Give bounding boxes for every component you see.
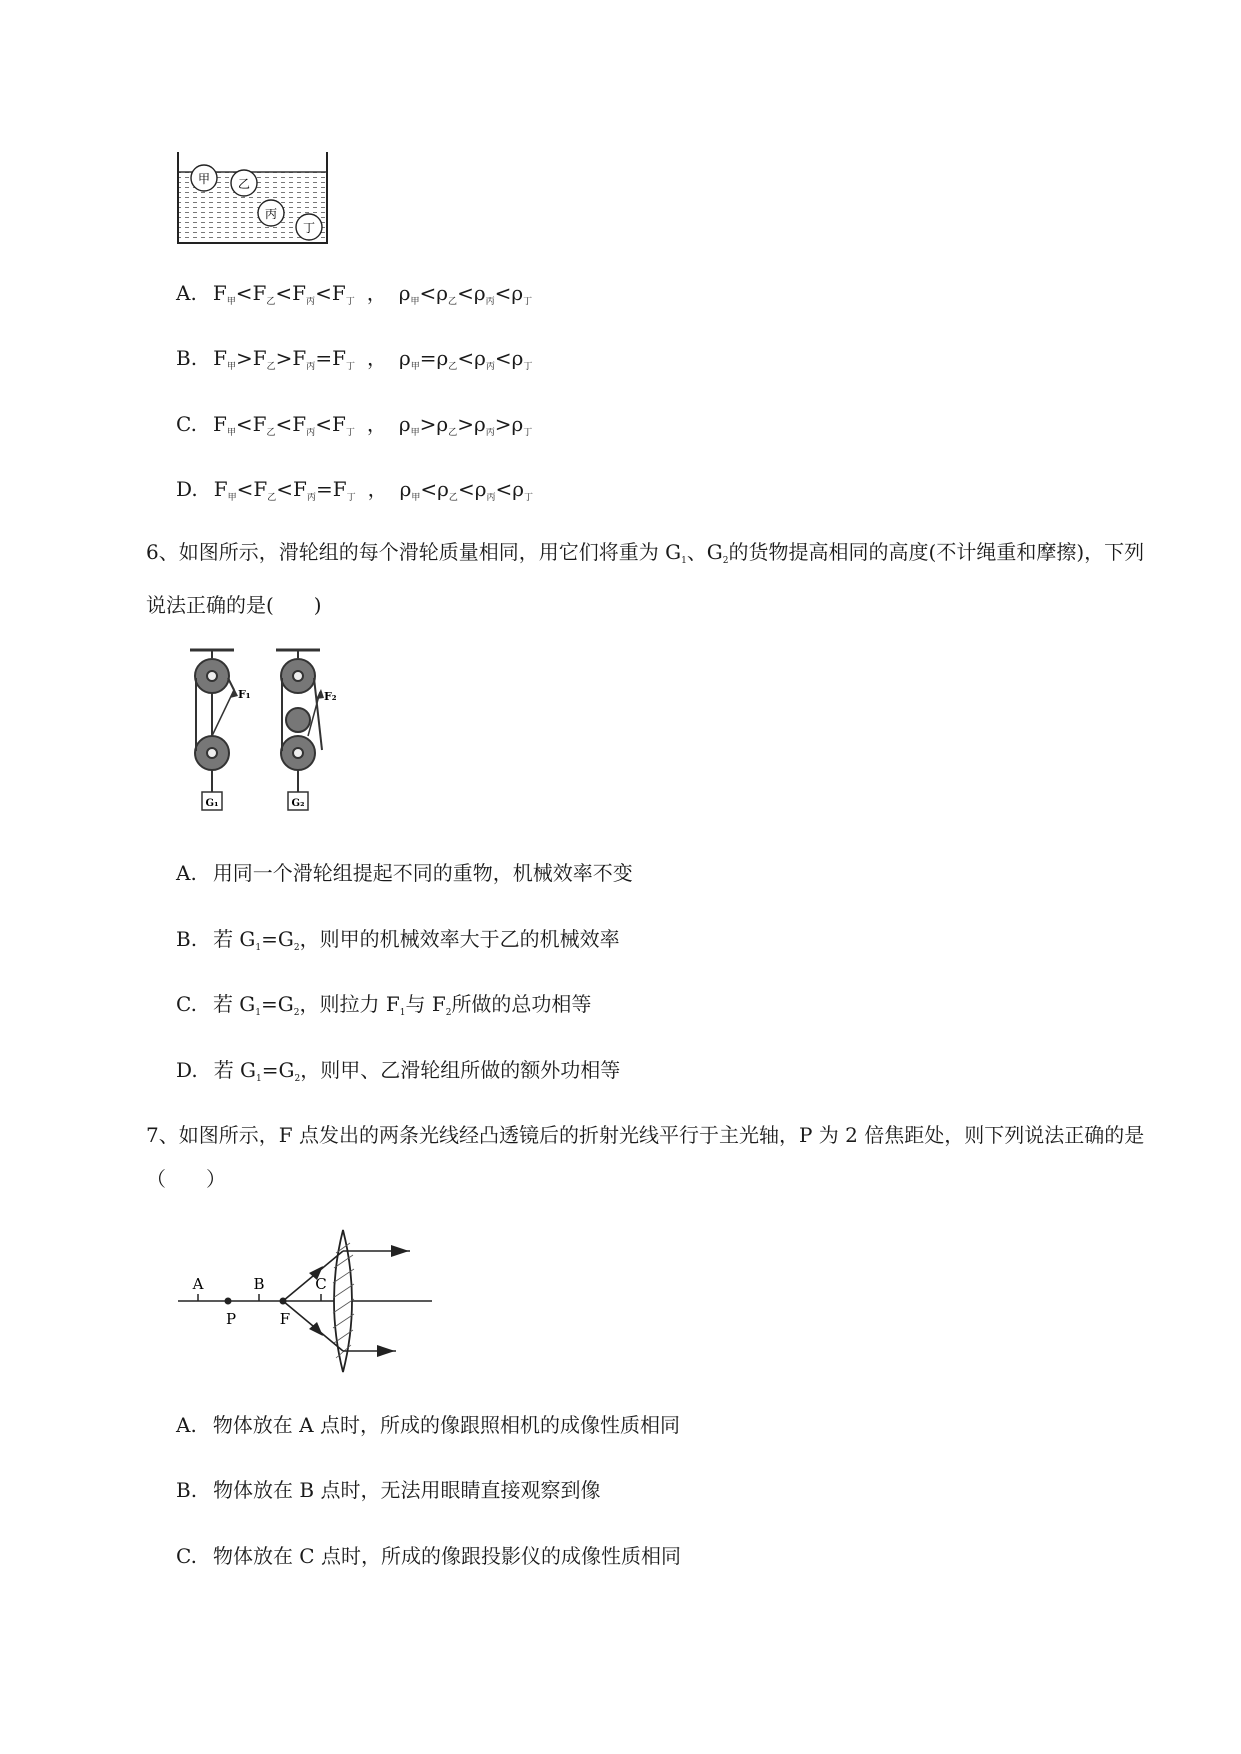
comparison-operator: < [494, 281, 512, 305]
comparison-operator: < [457, 281, 474, 305]
comparison-operator: < [494, 346, 512, 370]
force-symbol: F [332, 346, 346, 370]
density-symbol: ρ [436, 281, 449, 305]
subscript: 甲 [410, 428, 420, 438]
q6-option-d[interactable]: D. 若 $G_1=G_2$，则甲、乙滑轮组所做的额外功相等 [176, 1058, 621, 1084]
label-f: F [279, 1310, 291, 1328]
separator: ， [367, 477, 388, 501]
subscript: 丙 [306, 362, 316, 372]
subscript: 乙 [448, 362, 458, 372]
comparison-operator: < [457, 477, 475, 501]
density-symbol: ρ [473, 412, 486, 436]
comparison-operator: < [457, 346, 475, 370]
subscript: 丙 [306, 428, 316, 438]
force-symbol: F [332, 477, 347, 501]
density-symbol: ρ [511, 412, 524, 436]
q5-option-c[interactable] [176, 411, 532, 446]
svg-text:甲: 甲 [197, 172, 211, 186]
q6-option-c[interactable]: C. 若 $G_1=G_2$，则拉力 $F_1$与 $F_2$所做的总功相等 [176, 992, 592, 1018]
subscript: 乙 [266, 428, 276, 438]
force-symbol: F [213, 346, 227, 370]
option-letter: C. [176, 412, 197, 436]
subscript: 丙 [306, 297, 316, 307]
subscript: 乙 [266, 297, 276, 307]
option-letter: D. [176, 477, 198, 501]
comparison-operator: < [235, 412, 253, 436]
ball-jia [191, 165, 217, 191]
density-symbol: ρ [398, 412, 411, 436]
q6-option-b[interactable]: B. 若 $G_1=G_2$，则甲的机械效率大于乙的机械效率 [176, 927, 620, 953]
density-symbol: ρ [511, 346, 524, 370]
density-symbol: ρ [512, 477, 525, 501]
density-symbol: ρ [473, 281, 486, 305]
q7-option-a[interactable]: A. 物体放在 A 点时，所成的像跟照相机的成像性质相同 [176, 1413, 680, 1437]
subscript: 甲 [226, 428, 236, 438]
comparison-operator: < [495, 477, 513, 501]
density-symbol: ρ [398, 346, 411, 370]
comparison-operator: > [235, 346, 253, 370]
comparison-operator: = [315, 477, 333, 501]
comparison-operator: < [315, 281, 332, 305]
subscript: 丁 [346, 493, 356, 503]
comparison-operator: < [420, 477, 438, 501]
comparison-operator: < [236, 477, 254, 501]
density-symbol: ρ [511, 281, 524, 305]
subscript: 乙 [448, 428, 458, 438]
subscript: 丁 [523, 428, 533, 438]
label-c: C [315, 1275, 327, 1293]
comparison-operator: > [419, 412, 437, 436]
density-symbol: ρ [474, 477, 487, 501]
q6-number: 6、 [146, 540, 179, 564]
comparison-operator: > [494, 412, 512, 436]
force-symbol: F [292, 412, 307, 436]
density-symbol: ρ [437, 477, 449, 501]
svg-text:乙: 乙 [237, 177, 251, 191]
subscript: 乙 [267, 493, 277, 503]
subscript: 丁 [345, 428, 355, 438]
point-p [225, 1298, 232, 1305]
subscript: 丙 [486, 493, 496, 503]
subscript: 丁 [345, 362, 355, 372]
f1-label: F₁ [238, 688, 251, 701]
q5-option-a[interactable] [176, 280, 532, 315]
ball-yi [231, 170, 257, 196]
pulley-figure [172, 640, 362, 825]
comparison-operator: > [275, 346, 293, 370]
comparison-operator: = [315, 346, 333, 370]
q5-option-d[interactable] [176, 476, 533, 511]
subscript: 丙 [306, 493, 316, 503]
density-symbol: ρ [436, 346, 449, 370]
density-symbol: ρ [398, 281, 411, 305]
subscript: 乙 [266, 362, 276, 372]
ball-ding [296, 214, 322, 240]
comparison-operator: < [276, 477, 294, 501]
force-symbol: F [212, 281, 227, 305]
force-symbol: F [253, 477, 268, 501]
force-symbol: F [252, 281, 267, 305]
subscript: 乙 [448, 493, 458, 503]
g2-label: G₂ [291, 798, 305, 809]
subscript: 甲 [410, 297, 420, 307]
density-symbol: ρ [474, 346, 486, 370]
comparison-operator: < [275, 412, 293, 436]
force-symbol: F [252, 346, 267, 370]
label-p: P [225, 1310, 237, 1328]
subscript: 甲 [227, 493, 237, 503]
subscript: 丁 [345, 297, 355, 307]
subscript: 丙 [485, 428, 495, 438]
svg-text:丁: 丁 [302, 221, 316, 235]
q5-option-b[interactable] [176, 345, 532, 380]
force-symbol: F [331, 281, 346, 305]
comparison-operator: > [457, 412, 474, 436]
q6-stem: 6、如图所示，滑轮组的每个滑轮质量相同，用它们将重为 $G_1$、$G_2$的货物提高相同的高度(不计绳重和摩擦)，下列说法正确的是( ) [146, 540, 1145, 617]
force-symbol: F [292, 281, 307, 305]
subscript: 甲 [410, 362, 420, 372]
svg-text:丙: 丙 [264, 207, 278, 221]
subscript: 丙 [485, 297, 495, 307]
force-symbol: F [213, 477, 228, 501]
q7-number: 7、 [146, 1123, 179, 1147]
subscript: 丁 [523, 362, 533, 372]
force-symbol: F [331, 412, 346, 436]
force-symbol: F [252, 412, 267, 436]
subscript: 甲 [226, 297, 236, 307]
comparison-operator: < [235, 281, 253, 305]
g1-label: G₁ [205, 798, 219, 809]
comparison-operator: < [419, 281, 437, 305]
label-a: A [192, 1275, 204, 1293]
subscript: 甲 [226, 362, 236, 372]
separator: ， [366, 412, 387, 436]
force-symbol: F [292, 346, 307, 370]
label-b: B [253, 1275, 265, 1293]
separator: ， [366, 281, 387, 305]
force-symbol: F [293, 477, 307, 501]
density-symbol: ρ [436, 412, 449, 436]
comparison-operator: < [315, 412, 332, 436]
subscript: 乙 [448, 297, 458, 307]
density-symbol: ρ [399, 477, 412, 501]
ball-bing [258, 200, 284, 226]
option-letter: A. [176, 281, 197, 305]
option-letter: B. [176, 346, 198, 370]
subscript: 甲 [411, 493, 421, 503]
force-symbol: F [212, 412, 227, 436]
q6-option-a[interactable]: A. 用同一个滑轮组提起不同的重物，机械效率不变 [176, 861, 633, 885]
subscript: 丁 [524, 493, 534, 503]
q7-stem: 7、如图所示，F 点发出的两条光线经凸透镜后的折射光线平行于主光轴，P 为 2 倍焦距处，则下列说法正确的是（ ） [146, 1123, 1145, 1191]
lens-figure [176, 1228, 436, 1378]
q7-option-b[interactable]: B. 物体放在 B 点时，无法用眼睛直接观察到像 [176, 1478, 601, 1502]
subscript: 丙 [485, 362, 495, 372]
f2-label: F₂ [324, 690, 337, 703]
q7-option-c[interactable]: C. 物体放在 C 点时，所成的像跟投影仪的成像性质相同 [176, 1544, 681, 1568]
subscript: 丁 [523, 297, 533, 307]
comparison-operator: = [419, 346, 437, 370]
comparison-operator: < [275, 281, 293, 305]
buoyancy-figure [176, 150, 331, 245]
separator: ， [366, 346, 387, 370]
